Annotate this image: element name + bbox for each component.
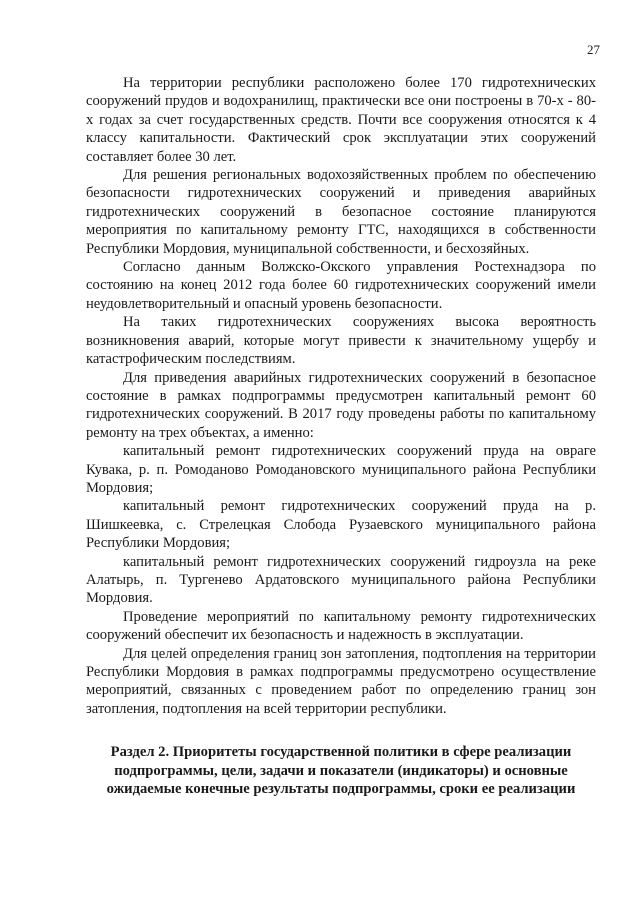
section-heading-line: подпрограммы, цели, задачи и показатели (индикаторы) и основные (114, 762, 568, 779)
page-number: 27 (587, 42, 600, 57)
section-heading (86, 743, 596, 799)
paragraph: На таких гидротехнических сооружениях высока вероятность возникновения аварий, которые могут привести к значительному ущербу и катастрофическим последствиям. (86, 314, 596, 368)
list-item-repair-kuvaka: капитальный ремонт гидротехнических сооружений пруда на овраге Кувака, р. п. Ромоданово Ромодановского муниципального района Республики Мордовия; (86, 443, 596, 496)
list-item-repair-alatyr: капитальный ремонт гидротехнических сооружений гидроузла на реке Алатырь, п. Тургенево Ардатовского муниципального района Республики Мордовия. (86, 553, 596, 607)
paragraph: Для целей определения границ зон затопления, подтопления на территории Республики Мордовия в рамках подпрограммы предусмотрено осуществление мероприятий, связанных с проведением работ по определению границ зон затопления, подтопления на всей территории республики. (86, 645, 596, 717)
body-text (86, 74, 596, 718)
paragraph: Проведение мероприятий по капитальному ремонту гидротехнических сооружений обеспечит их безопасность и надежность в эксплуатации. (86, 608, 596, 644)
paragraph: Согласно данным Волжско-Окского управления Ростехнадзора по состоянию на конец 2012 года более 60 гидротехнических сооружений имели неудовлетворительный и опасный уровень безопасности. (86, 259, 596, 312)
paragraph: На территории республики расположено более 170 гидротехнических сооружений прудов и водохранилищ, практически все они построены в 70-х - 80-х годах за счет государственных средств. Почти все сооружения относятся к 4 классу капитальности. Фактический срок эксплуатации этих сооружений составляет более 30 лет. (86, 75, 596, 165)
section-heading-line: Раздел 2. Приоритеты государственной политики в сфере реализации (110, 744, 572, 760)
paragraph: Для приведения аварийных гидротехнических сооружений в безопасное состояние в рамках подпрограммы предусмотрен капитальный ремонт 60 гидротехнических сооружений. В 2017 году проведены работы по капитальному ремонту на трех объектах, а именно: (86, 369, 596, 441)
list-item-repair-shishkeevka: капитальный ремонт гидротехнических сооружений пруда на р. Шишкеевка, с. Стрелецкая Слобода Рузаевского муниципального района Республики Мордовия; (86, 498, 596, 552)
section-heading-line: ожидаемые конечные результаты подпрограммы, сроки ее реализации (106, 781, 576, 798)
paragraph: Для решения региональных водохозяйственных проблем по обеспечению безопасности гидротехнических сооружений и приведения аварийных гидротехнических сооружений в безопасное состояние планируются мероприятия по капитальному ремонту ГТС, находящихся в собственности Республики Мордовия, муниципальной собственности, и бесхозяйных. (86, 167, 596, 257)
